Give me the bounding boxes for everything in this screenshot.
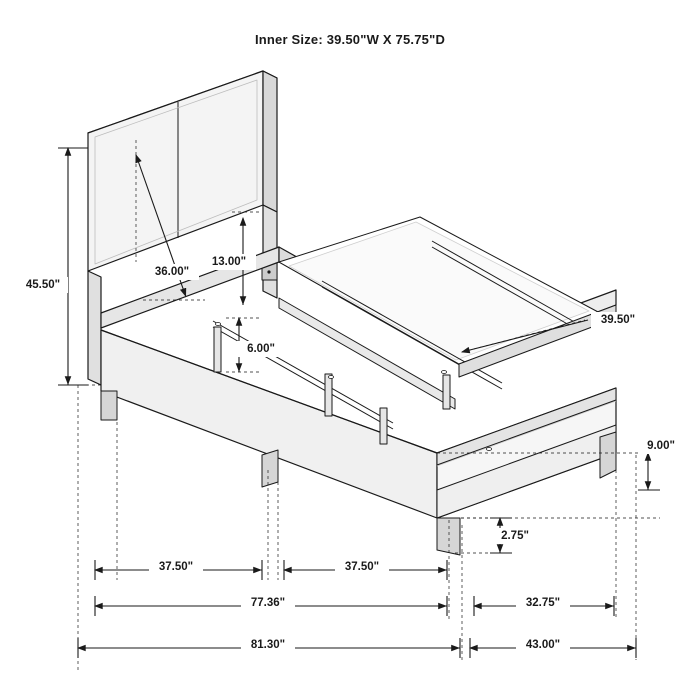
bracket-bolt-lower xyxy=(267,270,270,273)
label-slat-clearance: 6.00" xyxy=(247,343,275,355)
bed-illustration xyxy=(88,71,616,555)
label-footprint-left: 37.50" xyxy=(158,561,194,573)
slat-screw-2 xyxy=(328,376,333,379)
slat-screw-4 xyxy=(441,371,446,374)
headboard-front-face xyxy=(88,71,263,271)
label-footprint-right: 37.50" xyxy=(344,561,380,573)
support-leg-1 xyxy=(214,327,221,372)
headboard-leg-left xyxy=(88,271,101,385)
label-inner-depth: 77.36" xyxy=(250,597,286,609)
label-leg-height: 2.75" xyxy=(501,530,529,542)
label-leg-to-rail-height: 9.00" xyxy=(647,440,675,452)
page-title: Inner Size: 39.50"W X 75.75"D xyxy=(254,32,446,47)
support-leg-3 xyxy=(380,408,387,444)
slat-screw-3 xyxy=(486,448,491,451)
rail-leg-left xyxy=(101,391,117,420)
label-height-overall: 45.50" xyxy=(25,279,61,291)
foot-leg-front xyxy=(437,518,460,555)
foot-leg-right xyxy=(600,432,616,478)
rail-leg-mid xyxy=(262,450,278,487)
label-side-rail-width: 39.50" xyxy=(600,314,636,326)
headboard-side-edge xyxy=(263,71,277,212)
label-headboard-to-rail: 13.00" xyxy=(211,256,247,268)
label-outer-width: 43.00" xyxy=(525,639,561,651)
support-leg-4 xyxy=(443,375,450,409)
support-leg-2 xyxy=(325,374,332,416)
slat-screw-1 xyxy=(215,323,220,326)
label-width-angled: 32.75" xyxy=(525,597,561,609)
label-headboard-panel-height: 36.00" xyxy=(154,266,190,278)
label-outer-depth: 81.30" xyxy=(250,639,286,651)
